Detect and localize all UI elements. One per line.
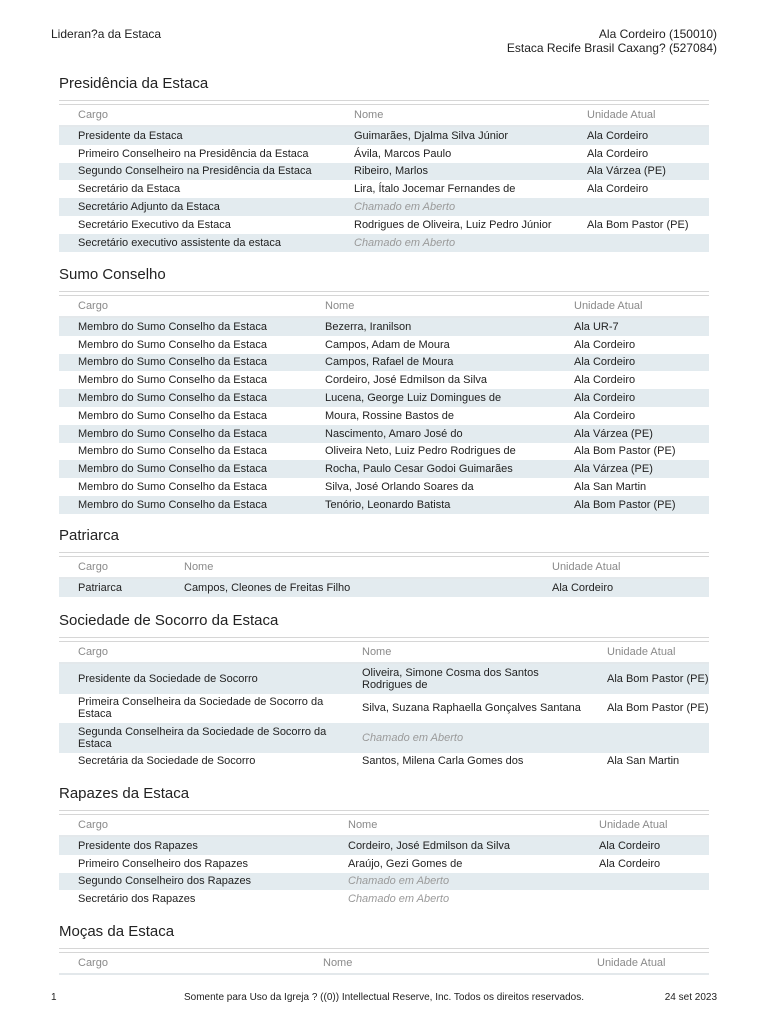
col-header-nome: Nome bbox=[304, 953, 578, 974]
section-title: Presidência da Estaca bbox=[59, 75, 209, 92]
cell-unidade: Ala Cordeiro bbox=[555, 354, 709, 372]
table-row bbox=[59, 753, 709, 771]
table-row bbox=[59, 836, 709, 855]
cell-cargo: Segunda Conselheira da Sociedade de Socorro da Estaca bbox=[59, 723, 343, 753]
col-header-nome: Nome bbox=[165, 557, 533, 578]
table-row bbox=[59, 163, 709, 181]
cell-unidade: Ala Cordeiro bbox=[587, 147, 649, 160]
leaders-table bbox=[59, 557, 709, 597]
cell-nome: Nascimento, Amaro José do bbox=[306, 425, 555, 443]
col-header-cargo: Cargo bbox=[59, 815, 329, 836]
cell-cargo: Secretário Executivo da Estaca bbox=[78, 218, 231, 231]
cell-cargo: Membro do Sumo Conselho da Estaca bbox=[59, 496, 306, 514]
cell-cargo: Primeiro Conselheiro na Presidência da Estaca bbox=[78, 147, 309, 160]
cell-unidade bbox=[580, 890, 709, 908]
cell-unidade: Ala Bom Pastor (PE) bbox=[607, 702, 709, 715]
col-header-unidade: Unidade Atual bbox=[568, 105, 709, 126]
cell-nome: Cordeiro, José Edmilson da Silva bbox=[325, 374, 488, 387]
cell-nome: Campos, Adam de Moura bbox=[325, 338, 450, 351]
cell-unidade bbox=[580, 873, 709, 891]
cell-nome: Chamado em Aberto bbox=[329, 873, 580, 891]
cell-unidade bbox=[568, 234, 709, 252]
cell-unidade: Ala San Martin bbox=[574, 481, 647, 494]
section-presidencia bbox=[59, 74, 709, 252]
table-row bbox=[59, 663, 709, 694]
table-row bbox=[59, 890, 709, 908]
table-row bbox=[59, 407, 709, 425]
cell-nome: Chamado em Aberto bbox=[348, 893, 450, 906]
table-row bbox=[59, 216, 709, 234]
table-row bbox=[59, 389, 709, 407]
col-header-cargo: Cargo bbox=[59, 557, 165, 578]
table-row bbox=[59, 371, 709, 389]
cell-nome: Lucena, George Luiz Domingues de bbox=[306, 389, 555, 407]
cell-unidade: Ala Cordeiro bbox=[580, 836, 709, 855]
table-row bbox=[59, 336, 709, 354]
cell-unidade: Ala Cordeiro bbox=[587, 183, 649, 196]
section-sociedade-socorro bbox=[59, 611, 709, 770]
cell-cargo: Secretário dos Rapazes bbox=[78, 893, 196, 906]
table-row bbox=[59, 496, 709, 514]
cell-cargo: Presidente dos Rapazes bbox=[59, 836, 329, 855]
cell-cargo: Primeiro Conselheiro dos Rapazes bbox=[78, 857, 248, 870]
table-row bbox=[59, 578, 709, 597]
cell-unidade: Ala Cordeiro bbox=[555, 389, 709, 407]
cell-cargo: Primeira Conselheira da Sociedade de Socorro da Estaca bbox=[78, 696, 324, 721]
cell-cargo: Membro do Sumo Conselho da Estaca bbox=[78, 338, 267, 351]
col-header-nome: Nome bbox=[306, 296, 555, 317]
cell-nome: Chamado em Aberto bbox=[335, 198, 568, 216]
cell-nome: Santos, Milena Carla Gomes dos bbox=[362, 755, 524, 768]
table-row bbox=[59, 234, 709, 252]
table-row bbox=[59, 317, 709, 336]
cell-unidade: Ala Cordeiro bbox=[574, 409, 636, 422]
col-header-unidade: Unidade Atual bbox=[578, 953, 709, 974]
cell-cargo: Secretária da Sociedade de Socorro bbox=[78, 755, 256, 768]
col-header-cargo: Cargo bbox=[59, 642, 343, 663]
cell-cargo: Segundo Conselheiro na Presidência da Estaca bbox=[59, 163, 335, 181]
section-rapazes bbox=[59, 784, 709, 908]
cell-nome: Moura, Rossine Bastos de bbox=[325, 409, 455, 422]
cell-nome: Tenório, Leonardo Batista bbox=[306, 496, 555, 514]
section-title: Sociedade de Socorro da Estaca bbox=[59, 612, 279, 629]
cell-unidade: Ala Bom Pastor (PE) bbox=[588, 663, 709, 694]
cell-unidade: Ala Cordeiro bbox=[599, 857, 661, 870]
cell-cargo: Presidente da Estaca bbox=[59, 126, 335, 145]
table-row bbox=[59, 694, 709, 724]
cell-nome: Bezerra, Iranilson bbox=[306, 317, 555, 336]
cell-cargo: Membro do Sumo Conselho da Estaca bbox=[59, 389, 306, 407]
cell-nome: Oliveira Neto, Luiz Pedro Rodrigues de bbox=[325, 445, 516, 458]
section-title: Rapazes da Estaca bbox=[59, 785, 190, 802]
table-row bbox=[59, 354, 709, 372]
cell-nome: Rodrigues de Oliveira, Luiz Pedro Júnior bbox=[354, 218, 552, 231]
cell-nome: Ribeiro, Marlos bbox=[335, 163, 568, 181]
col-header-cargo: Cargo bbox=[59, 105, 335, 126]
cell-unidade: Ala Cordeiro bbox=[574, 374, 636, 387]
cell-unidade: Ala Várzea (PE) bbox=[568, 163, 709, 181]
cell-unidade: Ala Cordeiro bbox=[574, 338, 636, 351]
cell-nome: Silva, José Orlando Soares da bbox=[325, 481, 474, 494]
col-header-nome: Nome bbox=[335, 105, 568, 126]
report-date: 24 set 2023 bbox=[664, 992, 717, 1003]
cell-cargo: Secretário Adjunto da Estaca bbox=[59, 198, 335, 216]
cell-cargo: Membro do Sumo Conselho da Estaca bbox=[59, 425, 306, 443]
cell-cargo: Membro do Sumo Conselho da Estaca bbox=[59, 317, 306, 336]
section-title: Patriarca bbox=[59, 527, 120, 544]
table-row bbox=[59, 126, 709, 145]
cell-unidade: Ala Várzea (PE) bbox=[555, 460, 709, 478]
cell-nome: Ávila, Marcos Paulo bbox=[354, 147, 452, 160]
cell-nome: Cordeiro, José Edmilson da Silva bbox=[329, 836, 580, 855]
cell-nome: Silva, Suzana Raphaella Gonçalves Santana bbox=[362, 702, 581, 715]
cell-nome: Rocha, Paulo Cesar Godoi Guimarães bbox=[306, 460, 555, 478]
cell-cargo: Membro do Sumo Conselho da Estaca bbox=[78, 445, 267, 458]
section-sumo-conselho bbox=[59, 265, 709, 514]
leaders-table bbox=[59, 642, 709, 770]
cell-cargo: Membro do Sumo Conselho da Estaca bbox=[78, 481, 267, 494]
cell-cargo: Membro do Sumo Conselho da Estaca bbox=[59, 460, 306, 478]
cell-nome: Guimarães, Djalma Silva Júnior bbox=[335, 126, 568, 145]
table-row bbox=[59, 443, 709, 461]
cell-unidade: Ala Bom Pastor (PE) bbox=[555, 496, 709, 514]
table-row bbox=[59, 873, 709, 891]
cell-unidade: Ala UR-7 bbox=[555, 317, 709, 336]
leaders-table bbox=[59, 815, 709, 908]
col-header-nome: Nome bbox=[343, 642, 588, 663]
unit-info bbox=[507, 27, 717, 55]
col-header-nome: Nome bbox=[329, 815, 580, 836]
table-row bbox=[59, 723, 709, 753]
page-footer bbox=[51, 992, 717, 1006]
leaders-table bbox=[59, 953, 709, 975]
cell-cargo: Membro do Sumo Conselho da Estaca bbox=[78, 374, 267, 387]
col-header-unidade: Unidade Atual bbox=[533, 557, 709, 578]
copyright-notice: Somente para Uso da Igreja ? ((0)) Intellectual Reserve, Inc. Todos os direitos reservados. bbox=[183, 992, 584, 1003]
cell-unidade: Ala Cordeiro bbox=[533, 578, 709, 597]
section-mocas bbox=[59, 922, 709, 975]
cell-nome: Campos, Cleones de Freitas Filho bbox=[165, 578, 533, 597]
section-patriarca bbox=[59, 526, 709, 597]
section-title: Sumo Conselho bbox=[59, 266, 166, 283]
cell-cargo: Secretário executivo assistente da estaca bbox=[59, 234, 335, 252]
table-row bbox=[59, 478, 709, 496]
cell-unidade: Ala Várzea (PE) bbox=[555, 425, 709, 443]
table-row bbox=[59, 855, 709, 873]
cell-cargo: Presidente da Sociedade de Socorro bbox=[59, 663, 343, 694]
table-row bbox=[59, 198, 709, 216]
report-title: Lideran?a da Estaca bbox=[51, 27, 162, 41]
section-title: Moças da Estaca bbox=[59, 923, 175, 940]
cell-cargo: Secretário da Estaca bbox=[78, 183, 181, 196]
cell-unidade: Ala San Martin bbox=[607, 755, 680, 768]
leaders-table bbox=[59, 296, 709, 514]
cell-cargo: Membro do Sumo Conselho da Estaca bbox=[59, 354, 306, 372]
unit-name: Ala Cordeiro (150010) bbox=[598, 27, 717, 41]
stake-name: Estaca Recife Brasil Caxang? (527084) bbox=[506, 41, 717, 55]
col-header-cargo: Cargo bbox=[59, 296, 306, 317]
cell-nome: Lira, Ítalo Jocemar Fernandes de bbox=[354, 183, 516, 196]
col-header-unidade: Unidade Atual bbox=[555, 296, 709, 317]
table-row bbox=[59, 460, 709, 478]
page-number: 1 bbox=[51, 992, 57, 1003]
table-row bbox=[59, 180, 709, 198]
cell-nome: Chamado em Aberto bbox=[335, 234, 568, 252]
cell-cargo: Patriarca bbox=[59, 578, 165, 597]
cell-nome: Campos, Rafael de Moura bbox=[306, 354, 555, 372]
cell-unidade: Ala Cordeiro bbox=[568, 126, 709, 145]
table-row bbox=[59, 145, 709, 163]
cell-unidade bbox=[568, 198, 709, 216]
cell-nome: Chamado em Aberto bbox=[343, 723, 588, 753]
cell-unidade: Ala Bom Pastor (PE) bbox=[574, 445, 676, 458]
cell-unidade: Ala Bom Pastor (PE) bbox=[587, 218, 689, 231]
cell-nome: Oliveira, Simone Cosma dos Santos Rodrigues de bbox=[343, 663, 588, 694]
table-row bbox=[59, 425, 709, 443]
col-header-unidade: Unidade Atual bbox=[580, 815, 709, 836]
cell-nome: Araújo, Gezi Gomes de bbox=[348, 857, 463, 870]
leaders-table bbox=[59, 105, 709, 252]
cell-cargo: Membro do Sumo Conselho da Estaca bbox=[78, 409, 267, 422]
col-header-unidade: Unidade Atual bbox=[588, 642, 709, 663]
cell-unidade bbox=[588, 723, 709, 753]
cell-cargo: Segundo Conselheiro dos Rapazes bbox=[59, 873, 329, 891]
col-header-cargo: Cargo bbox=[59, 953, 304, 974]
